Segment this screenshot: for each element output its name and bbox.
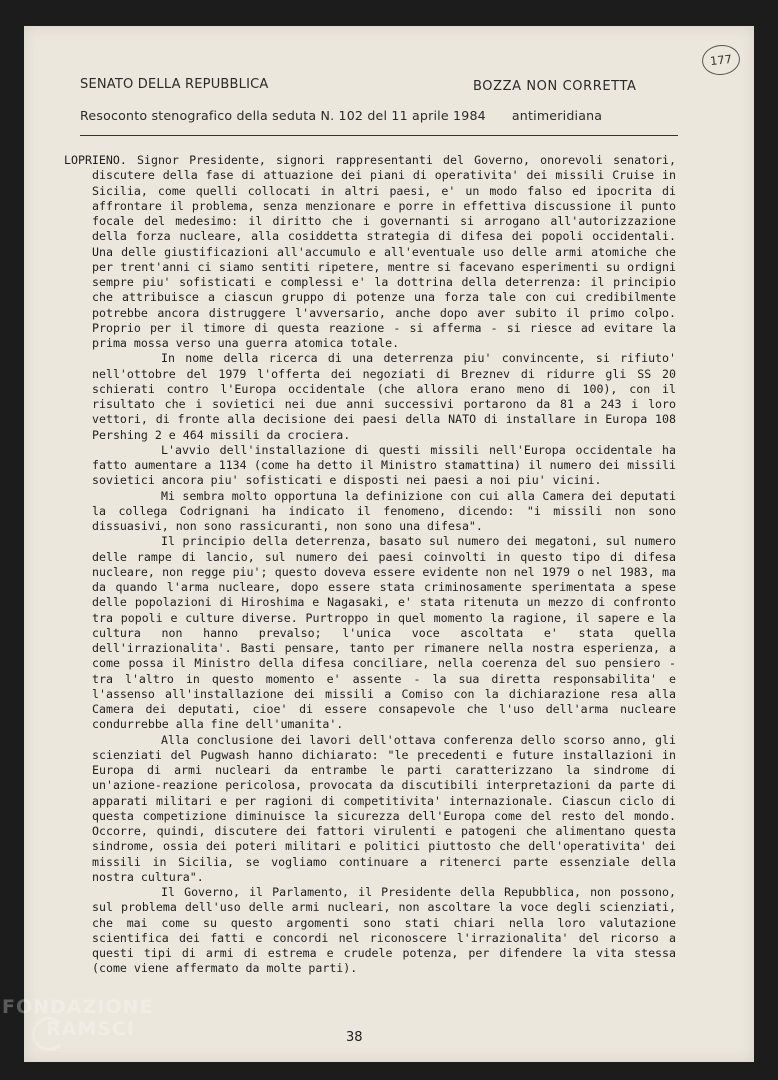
paragraph: Mi sembra molto opportuna la definizione con cui alla Camera dei deputati la collega Codrignani ha indicato il fenomeno, dicendo: "i missili non sono dissuasivi, non sono rassicuranti, non sono una difesa". [92, 488, 676, 533]
paragraph: L'avvio dell'installazione di questi missili nell'Europa occidentale ha fatto aumentare a 1134 (come ha detto il Ministro stamattina) il numero dei missili sovietici ancora piu' sofisticati e disposti nei paesi a noi piu' vicini. [92, 442, 676, 488]
watermark-logo [2, 996, 153, 1040]
watermark-g-icon [32, 1017, 66, 1051]
header-rule [80, 135, 678, 136]
page-stamp: 177 [701, 43, 742, 77]
header-draft-label: BOZZA NON CORRETTA [473, 79, 637, 94]
paragraph: Il Governo, il Parlamento, il Presidente della Repubblica, non possono, sul problema dell'uso delle armi nucleari, non ascoltare la voce degli scienziati, che mai come su questo argomenti sono stati chiari nella loro valutazione scientifica dei fatti e concordi nel riconoscere l'irrazionalita' del ricorso a questi tipi di armi di estrema e crudele potenza, per difendere la vita stessa (come viene affermato da molte parti). [92, 885, 676, 976]
paragraph: In nome della ricerca di una deterrenza piu' convincente, si rifiuto' nell'ottobre del 1979 l'offerta dei negoziati di Breznev di ridurre gli SS 20 schierati contro l'Europa occidentale (che allora erano meno di 100), con il risultato che i sovietici nei due anni successivi portarono da 81 a 243 i loro vettori, di fronte alla decisione dei paesi della NATO di installare in Europa 108 Pershing 2 e 464 missili da crociera. [92, 351, 676, 442]
paragraph-text: Signor Presidente, signori rappresentanti del Governo, onorevoli senatori, discutere della fase di attuazione dei piani di operativita' dei missili Cruise in Sicilia, come quelli collocati in altri paesi, e' un modo falso ed ipocrita di affrontare il problema, senza menzionare e porre in effettiva discussione il punto focale del medesimo: il diritto che i governanti si arrogano all'autorizzazione della forza nucleare, alla cosiddetta strategia di difesa dei popoli occidentali. Una delle giustificazioni all'accumulo e all'eventuale uso delle armi atomiche che per trent'anni ci siamo sentiti ripetere, mentre si facevano esperimenti su ordigni sempre piu' sofisticati e complessi e' la dottrina della deterrenza: il principio che attribuisce a ciascun gruppo di potenze una forza tale con cui credibilmente potrebbe ancora distruggere l'avversario, anche dopo aver subito il primo colpo. Proprio per il timore di questa reazione - si afferma - si riesce ad evitare la prima mossa verso una guerra atomica totale. [92, 153, 676, 350]
session-time: antimeridiana [511, 108, 603, 123]
page-number: 38 [346, 1030, 363, 1045]
session-record-title: Resoconto stenografico della seduta N. 102 del 11 aprile 1984 [80, 108, 486, 123]
speaker-name: LOPRIENO. [64, 153, 127, 167]
header-institution: SENATO DELLA REPUBBLICA [80, 77, 269, 92]
watermark-line2: RAMSCI [46, 1018, 135, 1040]
paragraph [64, 153, 676, 351]
paragraph: Il principio della deterrenza, basato sul numero dei megatoni, sul numero delle rampe di lancio, sul numero dei paesi coinvolti in questo tipo di difesa nucleare, non regge piu'; questo doveva essere evidente non nel 1979 o nel 1983, ma da quando l'arma nucleare, dopo essere stata criminosamente sperimentata a spese delle popolazioni di Hiroshima e Nagasaki, e' stata ritenuta un mezzo di confronto tra popoli e culture diverse. Purtroppo in quel momento la ragione, il sapere e la cultura non hanno prevalso; l'unica voce ascoltata e' stata quella dell'irrazionalita'. Basti pensare, tanto per rimanere nella nostra esperienza, a come possa il Ministro della difesa conciliare, nella coerenza del suo pensiero - tra l'altro in questo momento e' assente - la sua diretta responsabilita' e l'assenso all'installazione dei missili a Comiso con la dichiarazione resa alla Camera dei deputati, cioe' di essere consapevole che l'uso dell'arma nucleare condurrebbe alla fine dell'umanita'. [92, 534, 676, 732]
watermark-line1: FONDAZIONE [2, 996, 154, 1018]
speech-body [64, 153, 676, 977]
document-page [24, 26, 754, 1062]
header-subtitle [80, 108, 602, 123]
paragraph: Alla conclusione dei lavori dell'ottava conferenza dello scorso anno, gli scienziati del Pugwash hanno dichiarato: "le precedenti e future installazioni in Europa di armi nucleari da entrambe le parti caratterizzano la sindrome di un'azione-reazione pericolosa, provocata da discutibili interpretazioni da parte di apparati militari e per ragioni di competitivita' internazionale. Ciascun ciclo di questa competizione diminuisce la sicurezza dell'Europa come del resto del mondo. Occorre, quindi, discutere dei fattori virulenti e patogeni che alimentano questa sindrome, ossia dei poteri militari e politici piuttosto che dell'operativita' dei missili in Sicilia, se vogliamo continuare a ritenerci parte essenziale della nostra cultura". [92, 732, 676, 884]
